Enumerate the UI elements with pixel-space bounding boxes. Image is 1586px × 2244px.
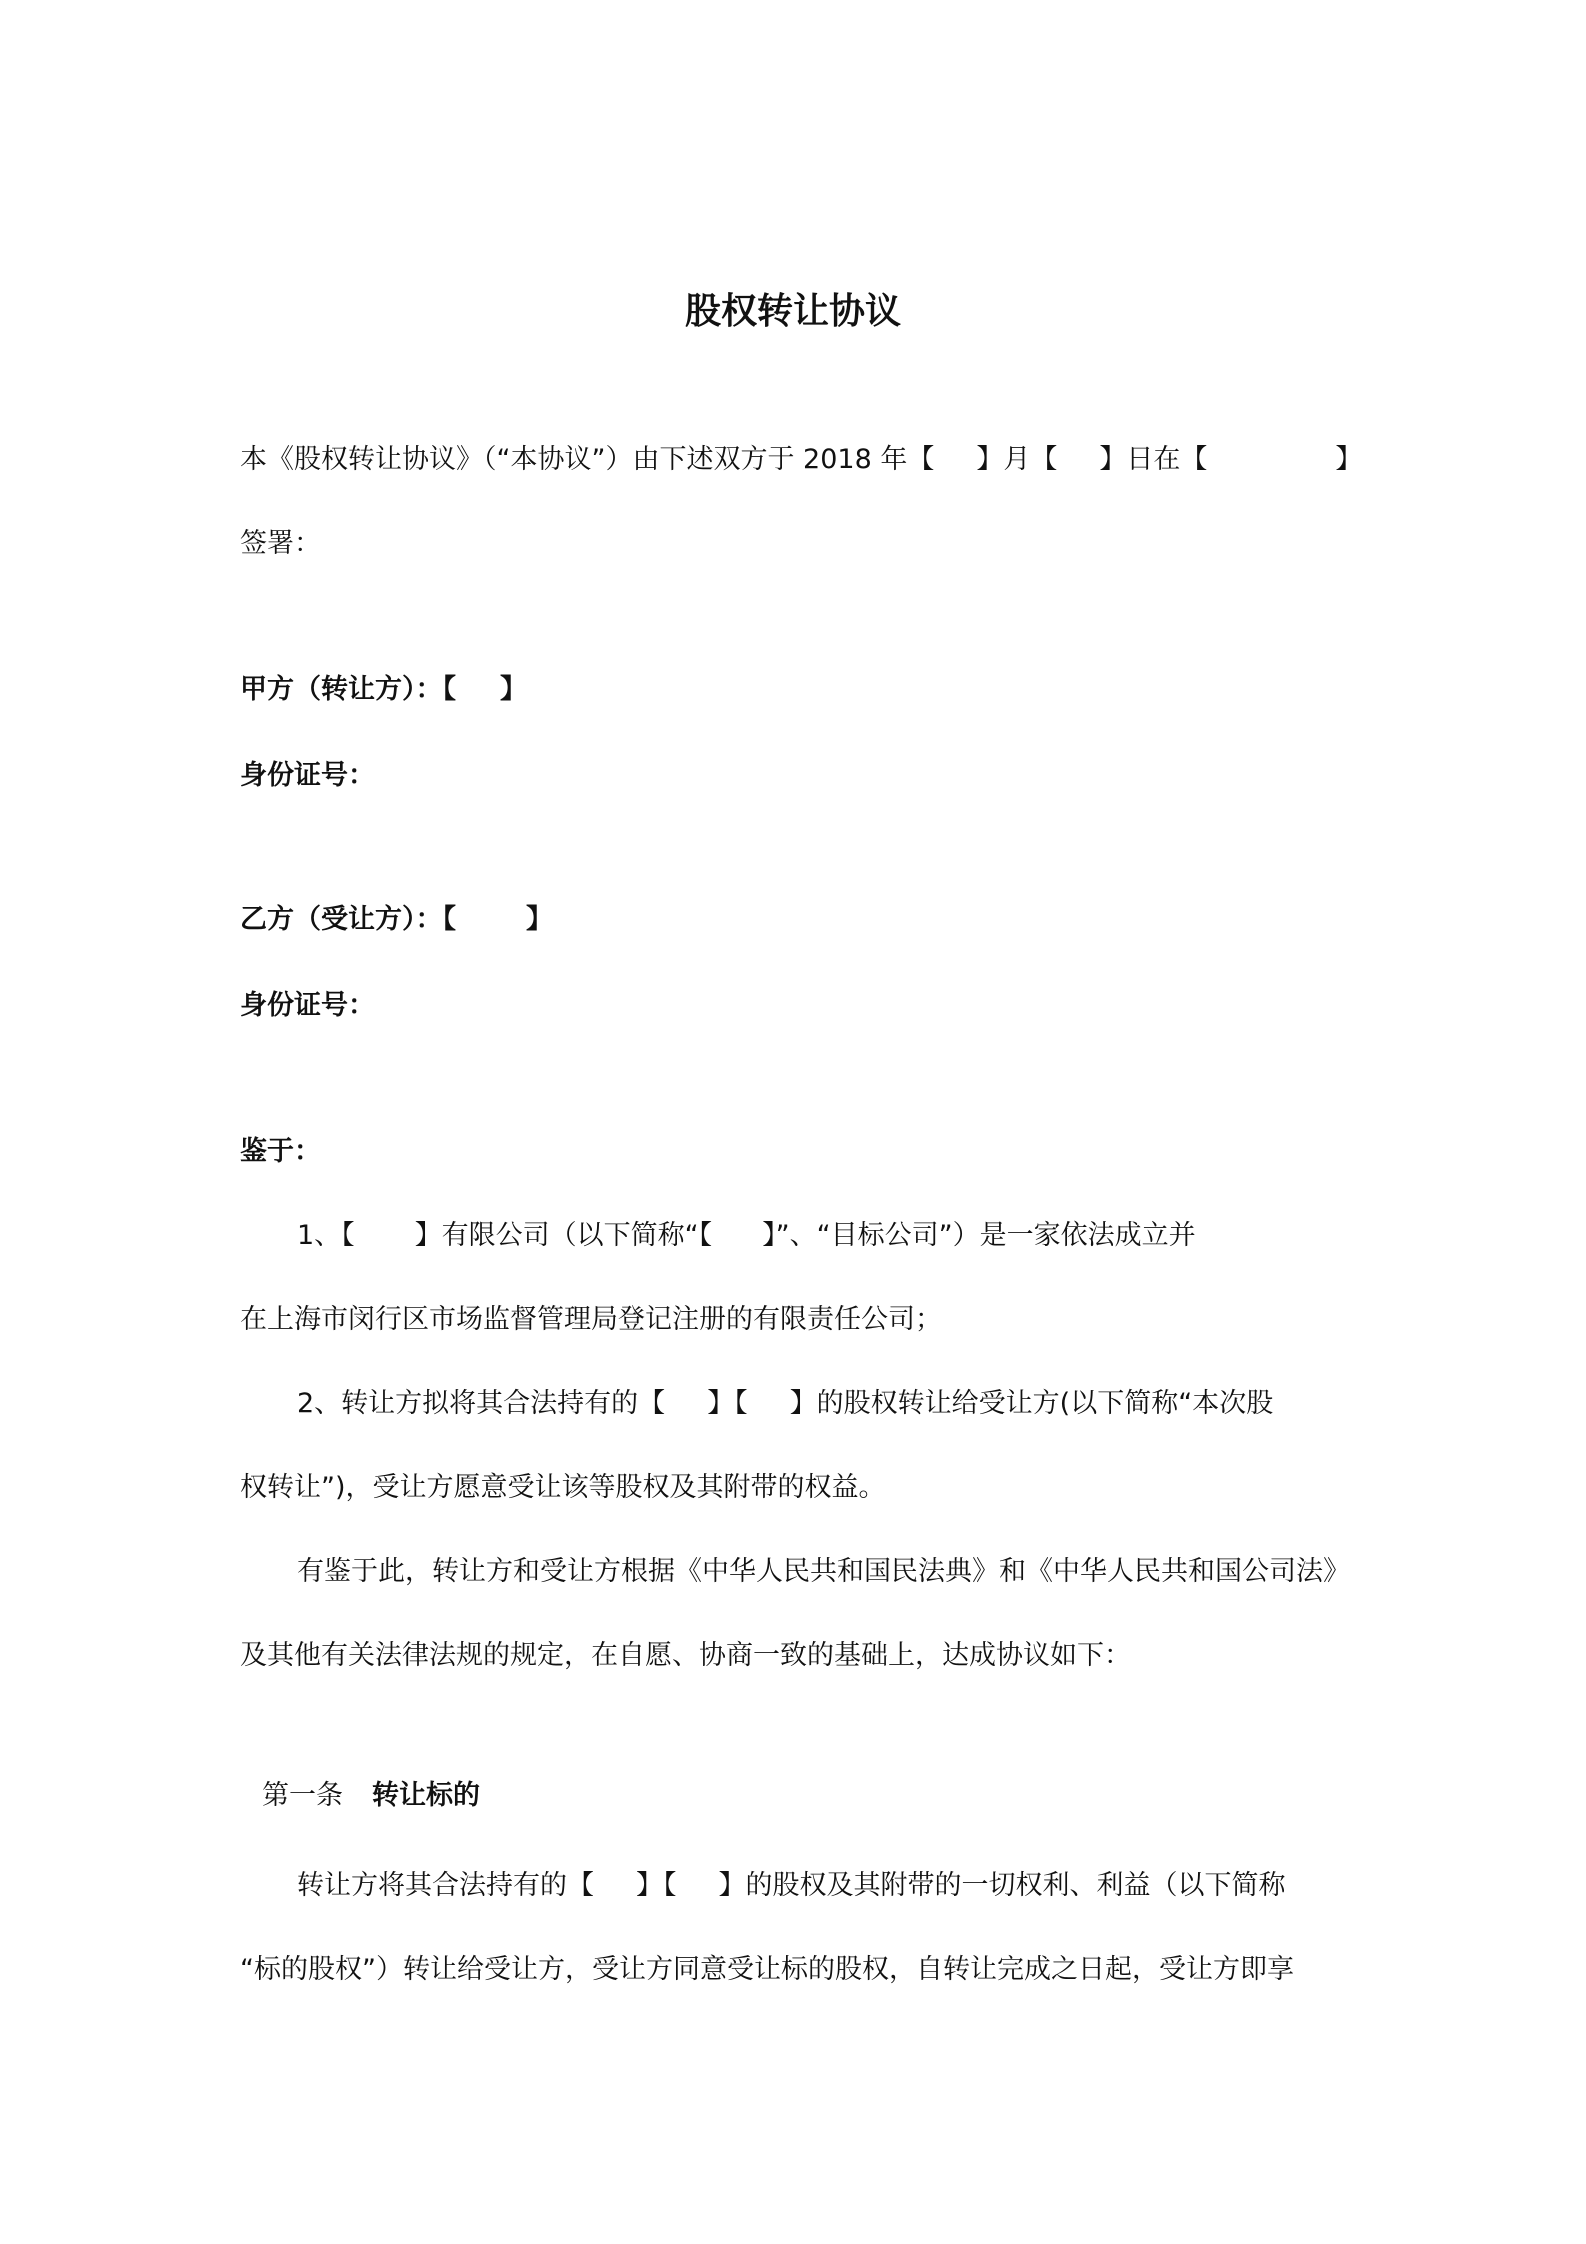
party-b-close: 】: [526, 904, 553, 935]
article-1-body-line-1: [297, 1866, 1350, 1906]
article-1-number: 第一条: [262, 1780, 343, 1811]
whereas-heading: 鉴于：: [240, 1136, 321, 1167]
party-b-line: [240, 900, 1350, 940]
whereas-conclusion-line-2: 及其他有关法律法规的规定，在自愿、协商一致的基础上，达成协议如下：: [240, 1640, 1131, 1671]
party-a-label: 甲方（转让方）：【: [240, 674, 456, 705]
whereas-item-2-line-2: 权转让”)，受让方愿意受让该等股权及其附带的权益。: [240, 1472, 886, 1503]
document-title: 股权转让协议: [684, 291, 901, 332]
party-a-line: [240, 670, 1350, 710]
whereas-item-2-s1: 2、转让方拟将其合法持有的【: [297, 1388, 666, 1419]
whereas-conclusion-line-1: 有鉴于此，转让方和受让方根据《中华人民共和国民法典》和《中华人民共和国公司法》: [297, 1556, 1350, 1587]
party-b-id-label: 身份证号：: [240, 990, 375, 1021]
whereas-item-1-s3: 】”、“目标公司”）是一家依法成立并: [762, 1220, 1196, 1251]
party-a-id-label: 身份证号：: [240, 760, 375, 791]
article-1-body-s2: 】【: [636, 1870, 677, 1901]
intro-text-4: 】: [1335, 444, 1363, 475]
intro-text-1: 本《股权转让协议》（“本协议”）由下述双方于 2018 年【: [240, 444, 935, 475]
intro-line-2: 签署：: [240, 528, 321, 559]
article-1-body-s1: 转让方将其合法持有的【: [297, 1870, 594, 1901]
party-a-close: 】: [500, 674, 527, 705]
intro-line-1: [240, 440, 1363, 480]
whereas-item-1-line-2: 在上海市闵行区市场监督管理局登记注册的有限责任公司；: [240, 1304, 942, 1335]
party-b-label: 乙方（受让方）：【: [240, 904, 456, 935]
article-1-body-line-2: “标的股权”）转让给受让方，受让方同意受让标的股权，自转让完成之日起，受让方即享: [240, 1954, 1294, 1985]
intro-text-2: 】月【: [976, 444, 1058, 475]
whereas-item-1-s1: 1、【: [297, 1220, 355, 1251]
whereas-item-2-s3: 】的股权转让给受让方(以下简称“本次股: [789, 1388, 1274, 1419]
intro-text-3: 】日在【: [1099, 444, 1208, 475]
whereas-item-2-s2: 】【: [707, 1388, 748, 1419]
article-1-heading: [262, 1776, 480, 1816]
article-1-title: 转让标的: [372, 1780, 480, 1811]
whereas-item-1-line-1: [297, 1216, 1350, 1256]
whereas-item-2-line-1: [297, 1384, 1350, 1424]
whereas-item-1-s2: 】有限公司（以下简称“【: [414, 1220, 713, 1251]
article-1-body-s3: 】的股权及其附带的一切权利、利益（以下简称: [718, 1870, 1286, 1901]
